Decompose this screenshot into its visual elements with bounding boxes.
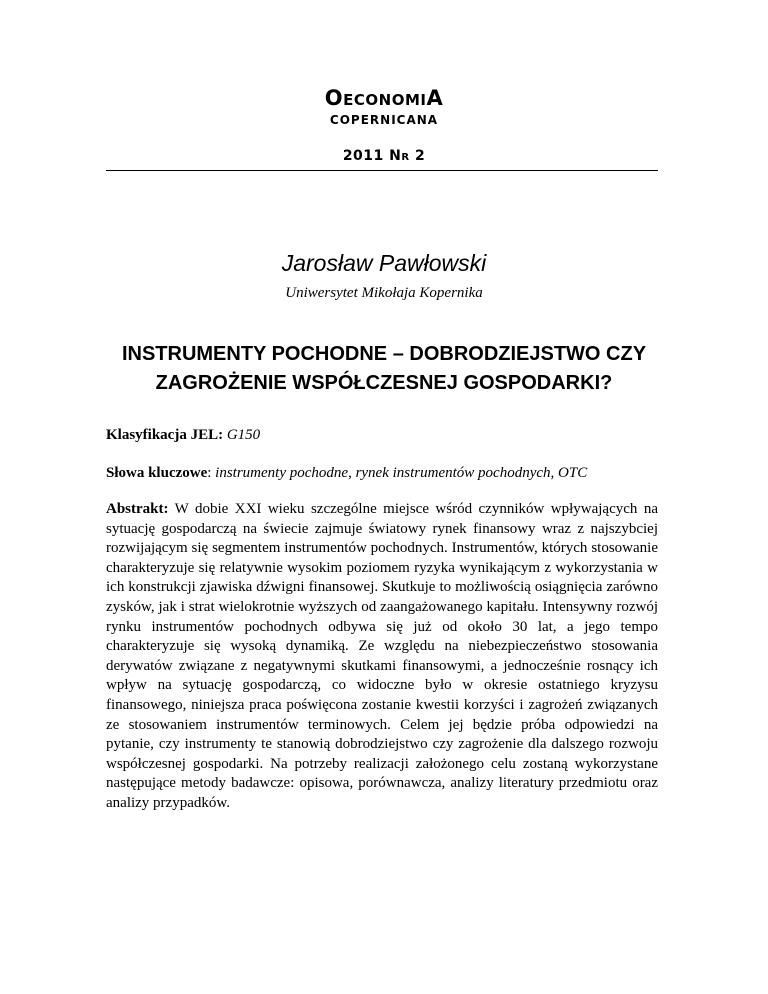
author-affiliation: Uniwersytet Mikołaja Kopernika [285, 285, 483, 301]
journal-subtitle: COPERNICANA [329, 113, 439, 127]
journal-title: OeconomiA [324, 86, 444, 110]
abstract [106, 500, 658, 814]
keywords-value: instrumenty pochodne, rynek instrumentów pochodnych, OTC [215, 465, 588, 481]
header-divider [106, 170, 658, 171]
keywords-label: Słowa kluczowe [106, 465, 208, 481]
jel-classification [106, 425, 658, 445]
journal-issue: 2011 Nr 2 [342, 148, 426, 164]
article-title: INSTRUMENTY POCHODNE – DOBRODZIEJSTWO CZY ZAGROŻENIE WSPÓŁCZESNEJ GOSPODARKI? [121, 343, 647, 394]
author-name: Jarosław Pawłowski [281, 250, 487, 276]
keywords: Słowa kluczowe: instrumenty pochodne, rynek instrumentów pochodnych, OTC [106, 465, 588, 481]
jel-label: Klasyfikacja JEL: [106, 427, 224, 443]
abstract-text: W dobie XXI wieku szczególne miejsce wśród czynników wpływających na sytuację gospodarczą na świecie zajmuje światowy rynek finansowy wraz z najszybciej rozwijającym się segmentem instrumentów pochodnych. Instrumentów, których stosowanie charakteryzuje się relatywnie wysokim poziomem ryzyka wynikającym z wykorzystania w ich konstrukcji zjawiska dźwigni finansowej. Skutkuje to możliwością osiągnięcia zarówno zysków, jak i strat wielokrotnie wyższych od zaangażowanego kapitału. Intensywny rozwój rynku instrumentów pochodnych odbywa się już od około 30 lat, a jego tempo charakteryzuje się wysoką dynamiką. Ze względu na niebezpieczeństwo stosowania derywatów związane z negatywnymi skutkami finansowymi, a jednocześnie rosnący ich wpływ na sytuację gospodarczą, co widoczne było w okresie ostatniego kryzysu finansowego, niniejsza praca poświęcona zostanie kwestii korzyści i zagrożeń związanych ze stosowaniem instrumentów terminowych. Celem jej będzie próba odpowiedzi na pytanie, czy instrumenty te stanowią dobrodziejstwo czy zagrożenie dla dalszego rozwoju współczesnej gospodarki. Na potrzeby realizacji założonego celu zostaną wykorzystane następujące metody badawcze: opisowa, porównawcza, analizy literatury przedmiotu oraz analizy przypadków. [106, 501, 659, 811]
jel-value: G150 [226, 427, 261, 443]
abstract-label: Abstrakt: [106, 501, 169, 517]
